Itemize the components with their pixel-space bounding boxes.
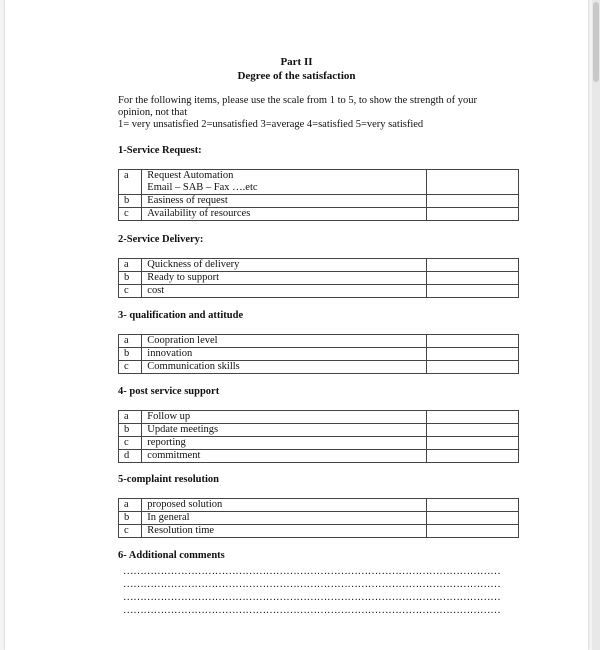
section-heading-service-delivery: 2-Service Delivery: [118, 234, 204, 245]
row-item [142, 170, 427, 195]
section-heading-comments: 6- Additional comments [118, 550, 225, 561]
rating-scale: 1= very unsatisfied 2=unsatisfied 3=average 4=satisfied 5=very satisfied [118, 119, 424, 130]
table-row [119, 285, 519, 298]
intro-line-1: For the following items, please use the scale from 1 to 5, to show the strength of your [118, 95, 477, 106]
row-item: commitment [142, 450, 427, 463]
row-letter: c [119, 525, 142, 538]
rating-cell[interactable] [426, 499, 518, 512]
rating-cell[interactable] [426, 512, 518, 525]
table-row [119, 170, 519, 195]
row-item: reporting [142, 437, 427, 450]
table-service-delivery [118, 258, 519, 298]
row-letter: a [119, 335, 142, 348]
rating-cell[interactable] [426, 437, 518, 450]
rating-cell[interactable] [426, 450, 518, 463]
row-item: Coopration level [142, 335, 427, 348]
table-row [119, 512, 519, 525]
rating-cell[interactable] [426, 195, 518, 208]
section-heading-post-service: 4- post service support [118, 386, 220, 397]
comment-line[interactable]: ………………………………………………………………………………………………… [123, 579, 501, 590]
row-letter: a [119, 259, 142, 272]
row-letter: c [119, 285, 142, 298]
row-letter: b [119, 424, 142, 437]
row-letter: b [119, 272, 142, 285]
row-letter: a [119, 411, 142, 424]
rating-cell[interactable] [426, 361, 518, 374]
comment-line[interactable]: ………………………………………………………………………………………………… [123, 592, 501, 603]
rating-cell[interactable] [426, 411, 518, 424]
row-item: Availability of resources [142, 208, 427, 221]
comment-line[interactable]: ………………………………………………………………………………………………… [123, 566, 501, 577]
table-row [119, 259, 519, 272]
table-post-service [118, 410, 519, 463]
table-row [119, 437, 519, 450]
row-item: Follow up [142, 411, 427, 424]
document-page [5, 0, 588, 650]
rating-cell[interactable] [426, 525, 518, 538]
table-row [119, 272, 519, 285]
row-letter: c [119, 361, 142, 374]
rating-cell[interactable] [426, 348, 518, 361]
table-row [119, 424, 519, 437]
row-letter: c [119, 437, 142, 450]
rating-cell[interactable] [426, 335, 518, 348]
rating-cell[interactable] [426, 285, 518, 298]
table-row [119, 335, 519, 348]
vertical-scrollbar[interactable] [592, 0, 600, 650]
comment-line[interactable]: ………………………………………………………………………………………………… [123, 605, 501, 616]
table-row [119, 348, 519, 361]
section-heading-qualification: 3- qualification and attitude [118, 310, 244, 321]
section-heading-complaint: 5-complaint resolution [118, 474, 220, 485]
part-title: Part II [280, 56, 313, 68]
row-letter: d [119, 450, 142, 463]
intro-text [118, 95, 518, 131]
table-row [119, 499, 519, 512]
table-service-request [118, 169, 519, 221]
document-subtitle: Degree of the satisfaction [237, 70, 356, 82]
row-item: Quickness of delivery [142, 259, 427, 272]
row-letter: b [119, 195, 142, 208]
row-item: cost [142, 285, 427, 298]
table-complaint [118, 498, 519, 538]
row-item-line: Email – SAB – Fax ….etc [147, 182, 258, 193]
row-item: In general [142, 512, 427, 525]
rating-cell[interactable] [426, 259, 518, 272]
row-item: innovation [142, 348, 427, 361]
table-row [119, 450, 519, 463]
table-row [119, 195, 519, 208]
row-item: Resolution time [142, 525, 427, 538]
row-item: Easiness of request [142, 195, 427, 208]
intro-line-2: opinion, not that [118, 107, 188, 118]
row-letter: b [119, 512, 142, 525]
row-item: Ready to support [142, 272, 427, 285]
section-heading-service-request: 1-Service Request: [118, 145, 202, 156]
rating-cell[interactable] [426, 170, 518, 195]
table-qualification [118, 334, 519, 374]
table-row [119, 525, 519, 538]
row-letter: a [119, 499, 142, 512]
rating-cell[interactable] [426, 424, 518, 437]
table-row [119, 361, 519, 374]
row-letter: a [119, 170, 142, 195]
row-letter: c [119, 208, 142, 221]
table-row [119, 208, 519, 221]
rating-cell[interactable] [426, 272, 518, 285]
row-item: Update meetings [142, 424, 427, 437]
table-row [119, 411, 519, 424]
row-item: Communication skills [142, 361, 427, 374]
row-item-line: Request Automation [147, 170, 234, 181]
row-item: proposed solution [142, 499, 427, 512]
scrollbar-thumb[interactable] [593, 2, 599, 82]
row-letter: b [119, 348, 142, 361]
rating-cell[interactable] [426, 208, 518, 221]
